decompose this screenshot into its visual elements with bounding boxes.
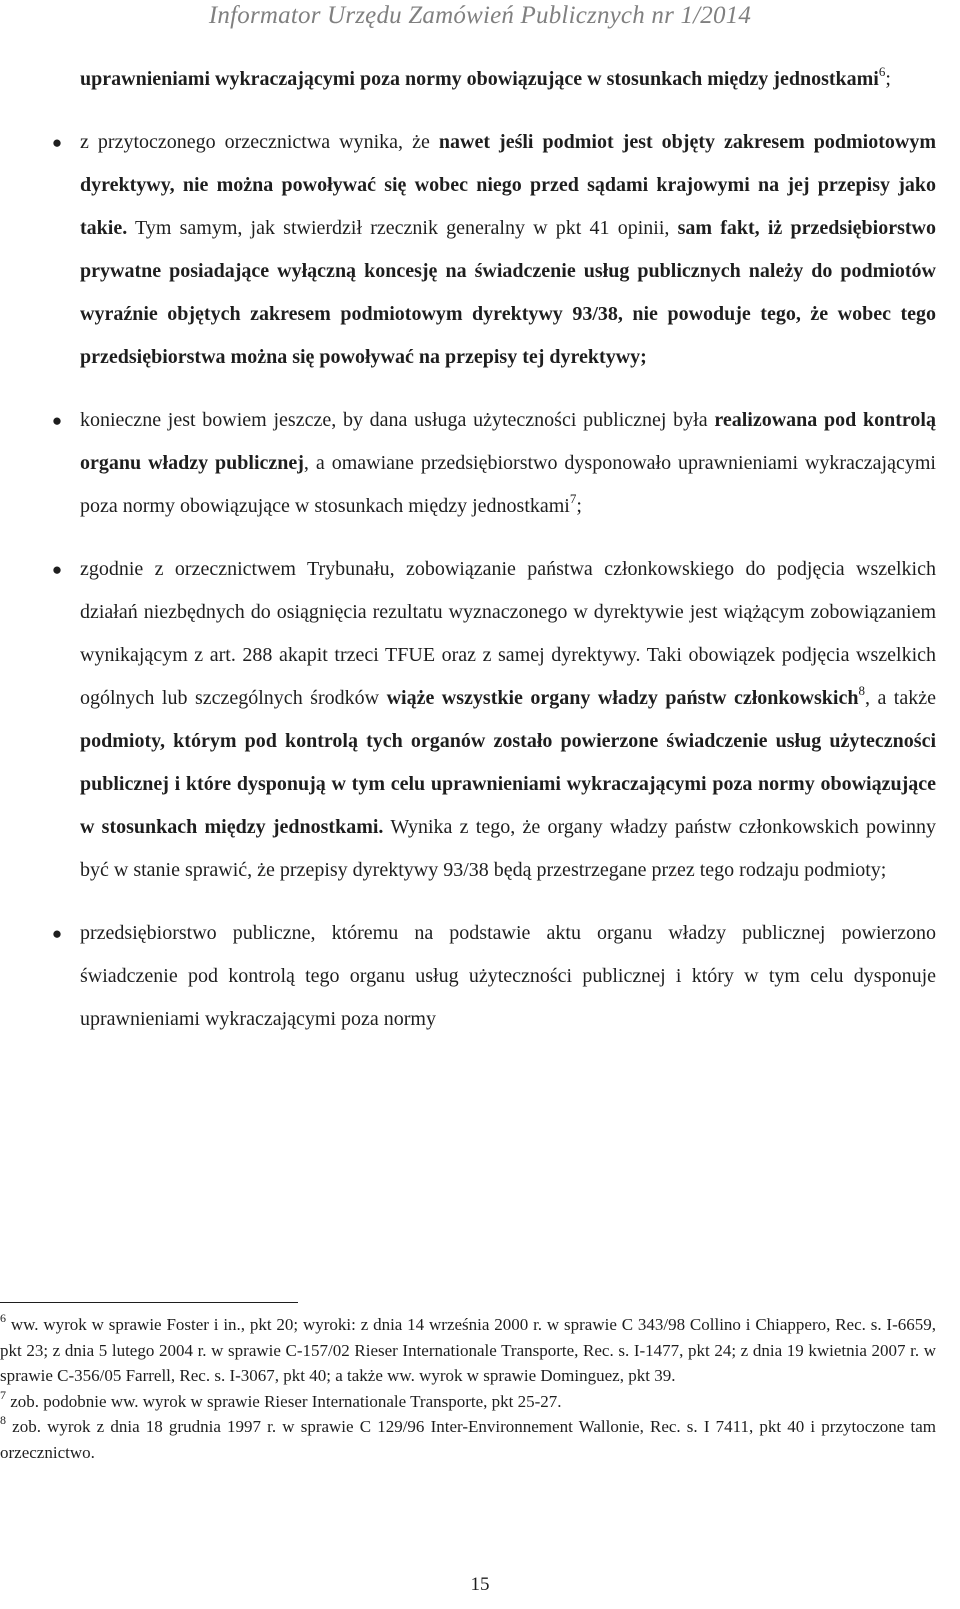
footnotes [0,1312,936,1465]
bold-text: wiąże wszystkie organy władzy państw członkowskich [386,687,859,709]
bold-text: sam fakt, iż przedsiębiorstwo prywatne posiadające wyłączną koncesję na świadczenie usług publicznych należy do podmiotów wyraźnie objętych zakresem podmiotowym dyrektywy 93/38, nie powoduje tego, że wobec tego przedsiębiorstwa można się powoływać na przepisy tej dyrektywy; [80,217,936,368]
item-paragraph [80,548,936,892]
footnote-text: zob. wyrok z dnia 18 grudnia 1997 r. w sprawie C 129/96 Inter-Environnement Wallonie, Rec. s. I 7411, pkt 40 i przytoczone tam orzecznictwo. [0,1417,936,1462]
body-text [51,58,937,1041]
text-run: zgodnie z orzecznictwem Trybunału, zobowiązanie państwa członkowskiego do podjęcia wszelkich działań niezbędnych do osiągnięcia rezultatu wyznaczonego w dyrektywie jest wiążącym zobowiązaniem wynikającym z art. 288 akapit trzeci TFUE oraz z samej dyrektywy. Taki obowiązek podjęcia wszelkich ogólnych lub szczególnych środków [80,558,936,709]
footnote-ref: 7 [569,491,577,506]
footnote-number: 8 [0,1413,6,1427]
footnote-ref: 6 [878,64,886,79]
footnote [0,1312,936,1389]
item-paragraph [80,912,936,1041]
list-item [51,399,936,528]
text-run: Tym samym, jak stwierdził rzecznik generalny w pkt 41 opinii, [127,217,678,239]
item-paragraph [80,399,936,528]
footnote [0,1414,936,1465]
item-paragraph [80,58,936,101]
footnote-ref: 8 [858,683,865,698]
running-header: Informator Urzędu Zamówień Publicznych nr 1/2014 [208,2,752,29]
footnote-number: 7 [0,1387,6,1402]
text-run: ; [885,68,891,90]
text-run: z przytoczonego orzecznictwa wynika, że [80,131,439,153]
list-item [51,121,936,379]
bold-text: uprawnieniami wykraczającymi poza normy obowiązujące w stosunkach między jednostkami [80,68,879,90]
list-item [80,58,936,101]
text-run: Wynika z tego, że organy władzy państw członkowskich powinny być w stanie sprawić, że przepisy dyrektywy 93/38 będą przestrzegane przez tego rodzaju podmioty; [80,816,937,881]
footnote-separator [0,1302,298,1303]
page-number: 15 [470,1574,490,1595]
bullet-icon: ● [51,924,63,943]
bullet-icon: ● [51,560,63,579]
text-run: przedsiębiorstwo publiczne, któremu na podstawie aktu organu władzy publicznej powierzono świadczenie pod kontrolą tego organu usług użyteczności publicznej i który w tym celu dysponuje uprawnieniami wykraczającymi poza normy [80,922,936,1030]
text-run: , a także [864,687,936,709]
footnote-number: 6 [0,1311,6,1325]
item-paragraph [80,121,936,379]
text-run: konieczne jest bowiem jeszcze, by dana usługa użyteczności publicznej była [80,409,715,431]
bullet-icon: ● [51,411,63,430]
list-item [51,548,937,892]
bold-text: podmioty, którym pod kontrolą tych organów zostało powierzone świadczenie usług użyteczności publicznej i które dysponują w tym celu uprawnieniami wykraczającymi poza normy obowiązujące w stosunkach między jednostkami. [80,730,936,838]
text-run: ; [576,495,582,517]
bold-text: nawet jeśli podmiot jest objęty zakresem podmiotowym dyrektywy, nie można powoływać się wobec niego przed sądami krajowymi na jej przepisy jako takie. [80,131,936,239]
footnote-text: ww. wyrok w sprawie Foster i in., pkt 20; wyroki: z dnia 14 września 2000 r. w sprawie C 343/98 Collino i Chiappero, Rec. s. I-6659, pkt 23; z dnia 5 lutego 2004 r. w sprawie C-157/02 Rieser Internationale Transporte, Rec. s. I-1477, pkt 24; z dnia 19 kwietnia 2007 r. w sprawie C-356/05 Farrell, Rec. s. I-3067, pkt 40; a także ww. wyrok w sprawie Dominguez, pkt 39. [0,1315,936,1385]
bullet-icon: ● [51,133,63,152]
list-item [51,912,936,1041]
text-run: , a omawiane przedsiębiorstwo dysponowało uprawnieniami wykraczającymi poza normy obowiązujące w stosunkach między jednostkami [80,452,936,517]
footnote [0,1389,936,1415]
footnote-text: zob. podobnie ww. wyrok w sprawie Rieser Internationale Transporte, pkt 25-27. [6,1391,562,1411]
bold-text: realizowana pod kontrolą organu władzy publicznej [80,409,936,474]
